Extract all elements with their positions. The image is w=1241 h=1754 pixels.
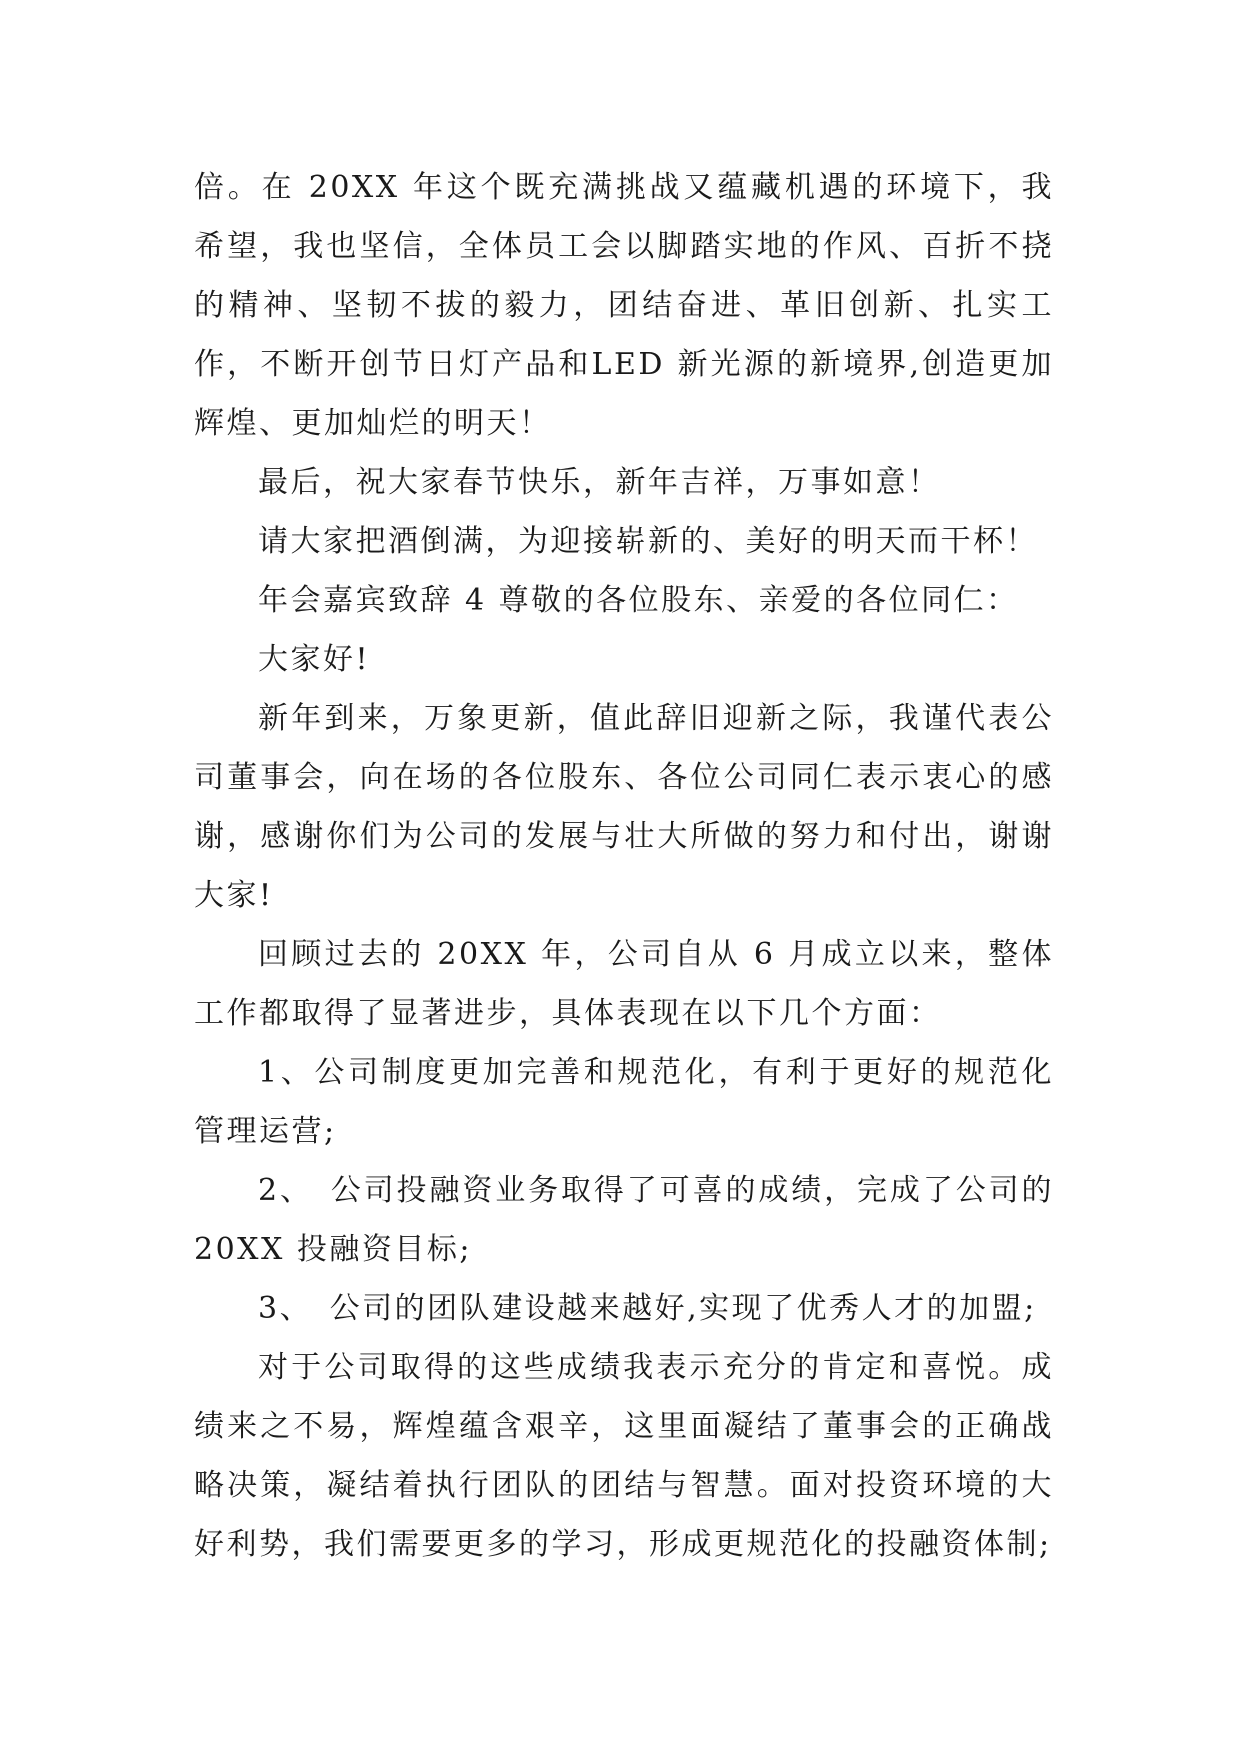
- paragraph-toast: 请大家把酒倒满，为迎接崭新的、美好的明天而干杯！: [258, 524, 1038, 559]
- list-item-3: 3、 公司的团队建设越来越好,实现了优秀人才的加盟;: [258, 1291, 1037, 1326]
- document-body: [194, 158, 1054, 1574]
- paragraph-thanks: 新年到来，万象更新，值此辞旧迎新之际，我谨代表公司董事会，向在场的各位股东、各位公司同仁表示衷心的感谢，感谢你们为公司的发展与壮大所做的努力和付出，谢谢大家!: [194, 701, 1054, 913]
- paragraph-new-year-wishes: 最后，祝大家春节快乐，新年吉祥，万事如意！: [258, 465, 941, 500]
- paragraph-review: 回顾过去的 20XX 年，公司自从 6 月成立以来，整体工作都取得了显著进步，具体表现在以下几个方面：: [194, 937, 1054, 1031]
- paragraph-speech-heading: 年会嘉宾致辞 4 尊敬的各位股东、亲爱的各位同仁：: [258, 583, 1019, 618]
- list-item-2: 2、 公司投融资业务取得了可喜的成绩，完成了公司的 20XX 投融资目标;: [194, 1173, 1054, 1267]
- paragraph-greeting: 大家好!: [258, 642, 371, 677]
- paragraph-closing-hope: 倍。在 20XX 年这个既充满挑战又蕴藏机遇的环境下，我希望，我也坚信，全体员工会以脚踏实地的作风、百折不挠的精神、坚韧不拔的毅力，团结奋进、革旧创新、扎实工作，不断开创节日灯产品和LED 新光源的新境界,创造更加辉煌、更加灿烂的明天！: [194, 170, 1054, 441]
- paragraph-achievements: 对于公司取得的这些成绩我表示充分的肯定和喜悦。成绩来之不易，辉煌蕴含艰辛，这里面凝结了董事会的正确战略决策，凝结着执行团队的团结与智慧。面对投资环境的大好利势，我们需要更多的学习，形成更规范化的投融资体制;: [194, 1350, 1054, 1562]
- list-item-1: 1、公司制度更加完善和规范化，有利于更好的规范化管理运营;: [194, 1055, 1054, 1149]
